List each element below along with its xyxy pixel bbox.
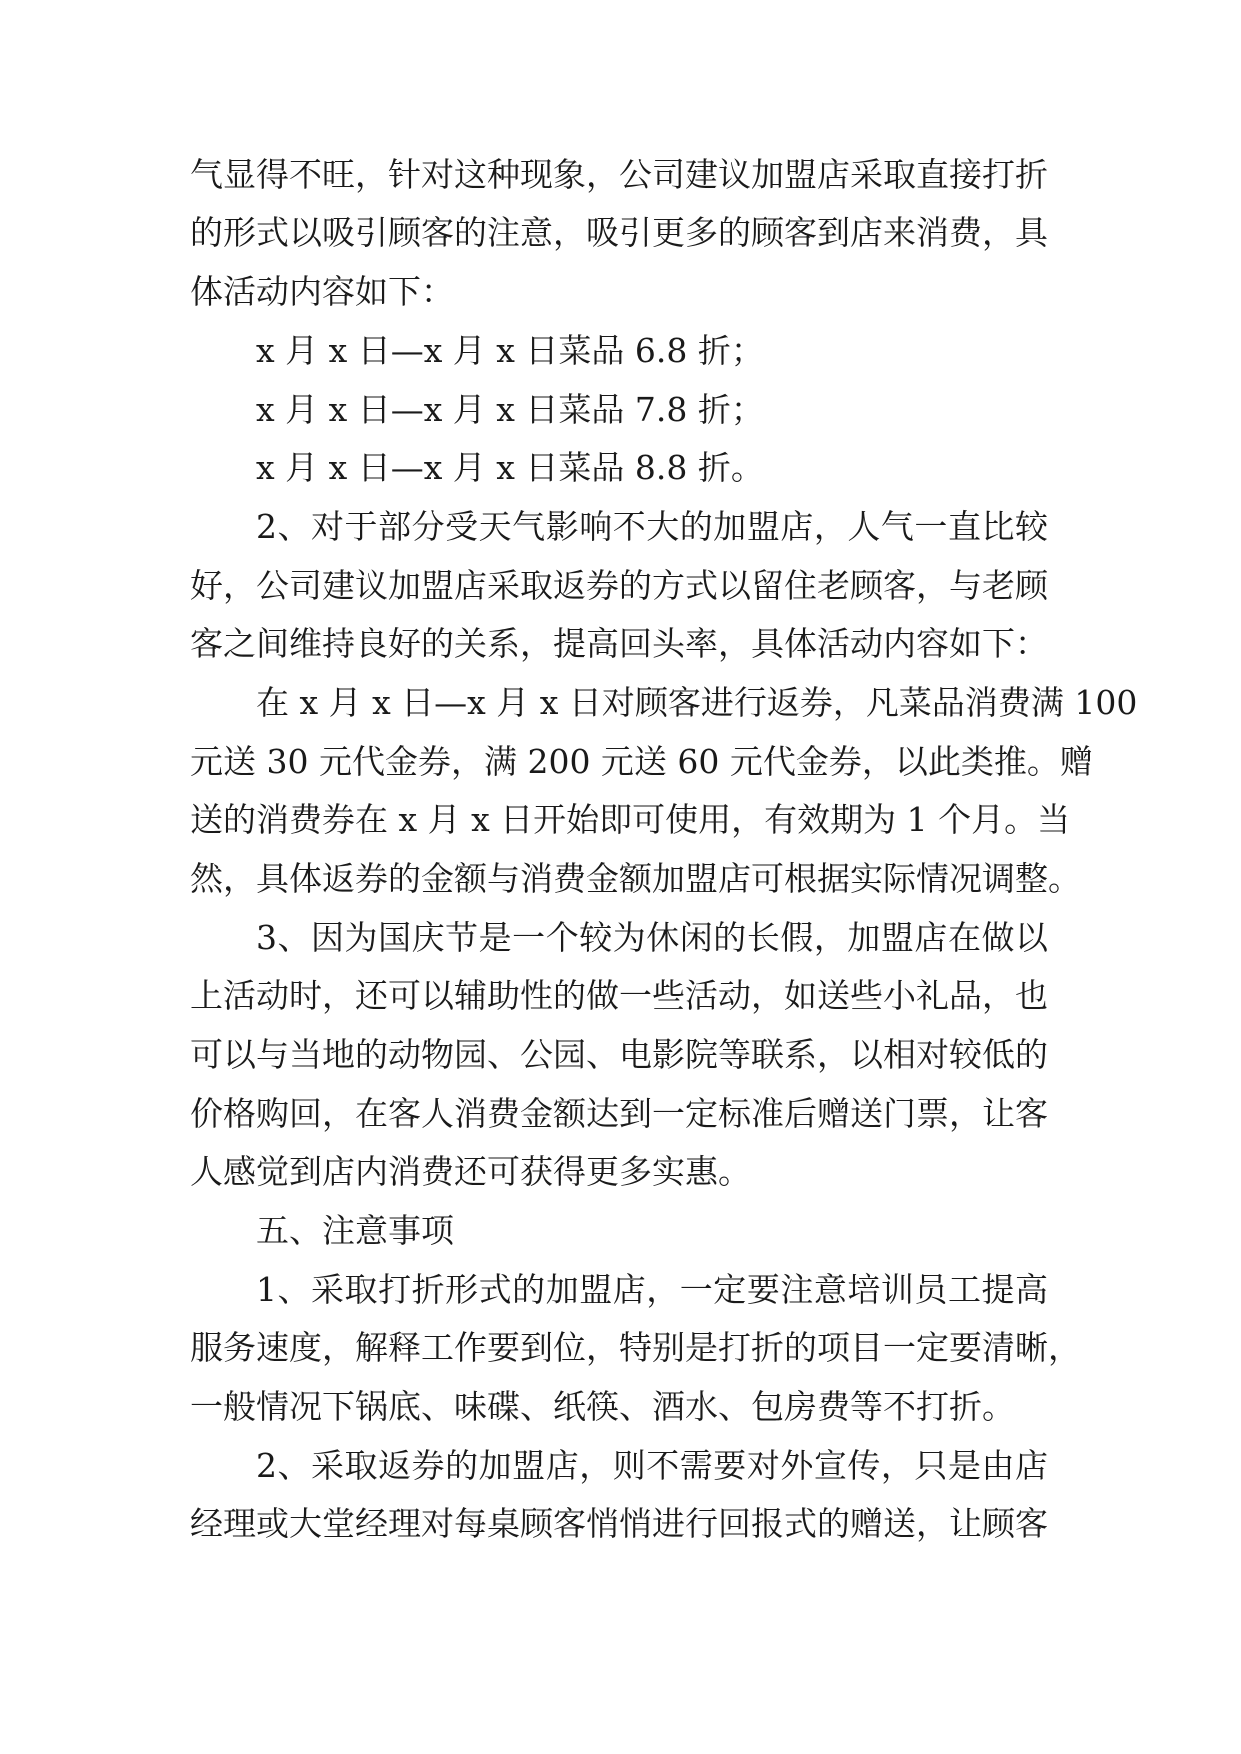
body-text-line: 经理或大堂经理对每桌顾客悄悄进行回报式的赠送，让顾客 — [190, 1504, 1048, 1543]
body-text-line: 好，公司建议加盟店采取返券的方式以留住老顾客，与老顾 — [190, 566, 1048, 605]
discount-item: x 月 x 日—x 月 x 日菜品 8.8 折。 — [256, 448, 764, 487]
body-text-line: 元送 30 元代金券，满 200 元送 60 元代金券，以此类推。赠 — [190, 742, 1093, 781]
body-text-line: 在 x 月 x 日—x 月 x 日对顾客进行返券，凡菜品消费满 100 — [256, 683, 1138, 722]
body-text-line: 可以与当地的动物园、公园、电影院等联系，以相对较低的 — [190, 1035, 1048, 1074]
body-text-line: 然，具体返券的金额与消费金额加盟店可根据实际情况调整。 — [190, 859, 1081, 898]
body-text-line: 1、采取打折形式的加盟店，一定要注意培训员工提高 — [256, 1270, 1048, 1309]
body-text-line: 2、采取返券的加盟店，则不需要对外宣传，只是由店 — [256, 1446, 1048, 1485]
discount-item: x 月 x 日—x 月 x 日菜品 7.8 折； — [256, 390, 764, 429]
body-text-line: 服务速度，解释工作要到位，特别是打折的项目一定要清晰， — [190, 1328, 1081, 1367]
body-text-line: 价格购回，在客人消费金额达到一定标准后赠送门票，让客 — [190, 1094, 1048, 1133]
body-text-line: 人感觉到店内消费还可获得更多实惠。 — [190, 1152, 751, 1191]
body-text-line: 气显得不旺，针对这种现象，公司建议加盟店采取直接打折 — [190, 155, 1048, 194]
body-text-line: 2、对于部分受天气影响不大的加盟店，人气一直比较 — [256, 507, 1048, 546]
body-text-line: 3、因为国庆节是一个较为休闲的长假，加盟店在做以 — [256, 918, 1048, 957]
section-heading: 五、注意事项 — [256, 1211, 454, 1250]
body-text-line: 的形式以吸引顾客的注意，吸引更多的顾客到店来消费，具 — [190, 213, 1048, 252]
body-text-line: 一般情况下锅底、味碟、纸筷、酒水、包房费等不打折。 — [190, 1387, 1015, 1426]
body-text-line: 送的消费券在 x 月 x 日开始即可使用，有效期为 1 个月。当 — [190, 800, 1071, 839]
body-text-line: 体活动内容如下： — [190, 272, 454, 311]
body-text-line: 客之间维持良好的关系，提高回头率，具体活动内容如下： — [190, 624, 1048, 663]
discount-item: x 月 x 日—x 月 x 日菜品 6.8 折； — [256, 331, 764, 370]
body-text-line: 上活动时，还可以辅助性的做一些活动，如送些小礼品，也 — [190, 976, 1048, 1015]
